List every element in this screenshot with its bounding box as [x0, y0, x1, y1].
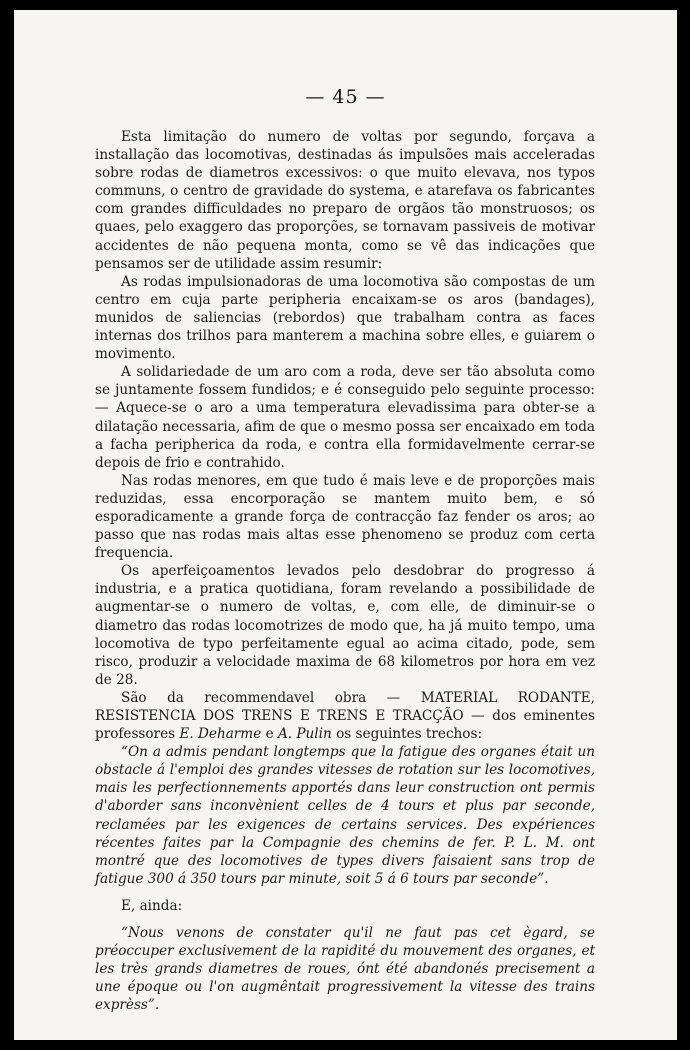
- french-quote-2: “Nous venons de constater qu'il ne faut pas cet ègard, se préoccuper exclusivement de la rapidité du mouvement des organes, et les très grands diametres de roues, ónt été abandonés precisement a une époque ou l'on augmêntait progressivement la vitesse des trains exprèss”.: [95, 925, 595, 1014]
- citation-paragraph: [95, 689, 595, 743]
- citation-conjunction: e: [261, 726, 278, 743]
- author-pulin: A. Pulin: [277, 726, 332, 743]
- paragraph-5: Os aperfeiçoamentos levados pelo desdobrar do progresso á industria, e a pratica quotidiana, foram revelando a possibilidade de augmentar-se o numero de voltas, e, com elle, de diminuir-se o diametro das rodas locomotrizes de modo que, ha já muito tempo, uma locomotiva de typo perfeitamente egual ao acima citado, pode, sem risco, produzir a velocidade maxima de 68 kilometros por hora em vez de 28.: [95, 563, 595, 688]
- scanned-page: [14, 10, 677, 1040]
- paragraph-2: As rodas impulsionadoras de uma locomotiva são compostas de um centro em cuja parte peripheria encaixam-se os aros (bandages), munidos de saliencias (rebordos) que trabalham contra as faces internas dos trilhos para manterem a machina sobre elles, e guiarem o movimento.: [95, 273, 595, 363]
- paragraph-3: A solidariedade de um aro com a roda, deve ser tão absoluta como se juntamente fossem fundidos; e é conseguido pelo seguinte processo: — Aquece-se o aro a uma temperatura elevadissima para obter-se a dilatação necessaria, afim de que o mesmo possa ser encaixado em toda a facha peripherica da roda, e contra ella formidavelmente cerrar-se depois de frio e contrahido.: [95, 364, 595, 471]
- paragraph-4: Nas rodas menores, em que tudo é mais leve e de proporções mais reduzidas, essa encorporação se mantem muito bem, e só esporadicamente a grande força de contracção faz fender os aros; ao passo que nas rodas mais altas esse phenomeno se produz com certa frequencia.: [95, 472, 595, 562]
- body-text: [95, 128, 595, 1015]
- french-quote-1: “On a admis pendant longtemps que la fatigue des organes était un obstacle á l'emploi des grandes vitesses de rotation sur les locomotives, mais les perfectionnements apportés dans leur construction ont permis d'aborder sans inconvènient celles de 4 tours et plus par seconde, reclamées par les exigences de certains services. Des expériences récentes faites par la Compagnie des chemins de fer. P. L. M. ont montré que des locomotives de types divers faisaient sans trop de fatigue 300 á 350 tours par minute, soit 5 á 6 tours par seconde”.: [95, 744, 595, 887]
- page-number: — 45 —: [305, 86, 386, 108]
- paragraph-1: Esta limitação do numero de voltas por segundo, forçava a installação das locomotivas, destinadas ás impulsões mais acceleradas sobre rodas de diametros excessivos: o que muito elevava, nos typos communs, o centro de gravidade do systema, e atarefava os fabricantes com grandes difficuldades no preparo de orgãos tão monstruosos; os quaes, pelo exaggero das proporções, se tornavam passiveis de motivar accidentes de não pequena monta, como se vê das indicações que pensamos ser de utilidade assim resumir:: [95, 129, 595, 272]
- transition-line: E, ainda:: [121, 897, 183, 914]
- author-deharme: E. Deharme: [179, 726, 262, 743]
- citation-lead: São da recommendavel obra — MATERIAL RODANTE, RESISTENCIA DOS TRENS E TRENS E TRACÇÃO — dos eminentes professores: [95, 689, 595, 743]
- citation-tail: os seguintes trechos:: [331, 726, 483, 743]
